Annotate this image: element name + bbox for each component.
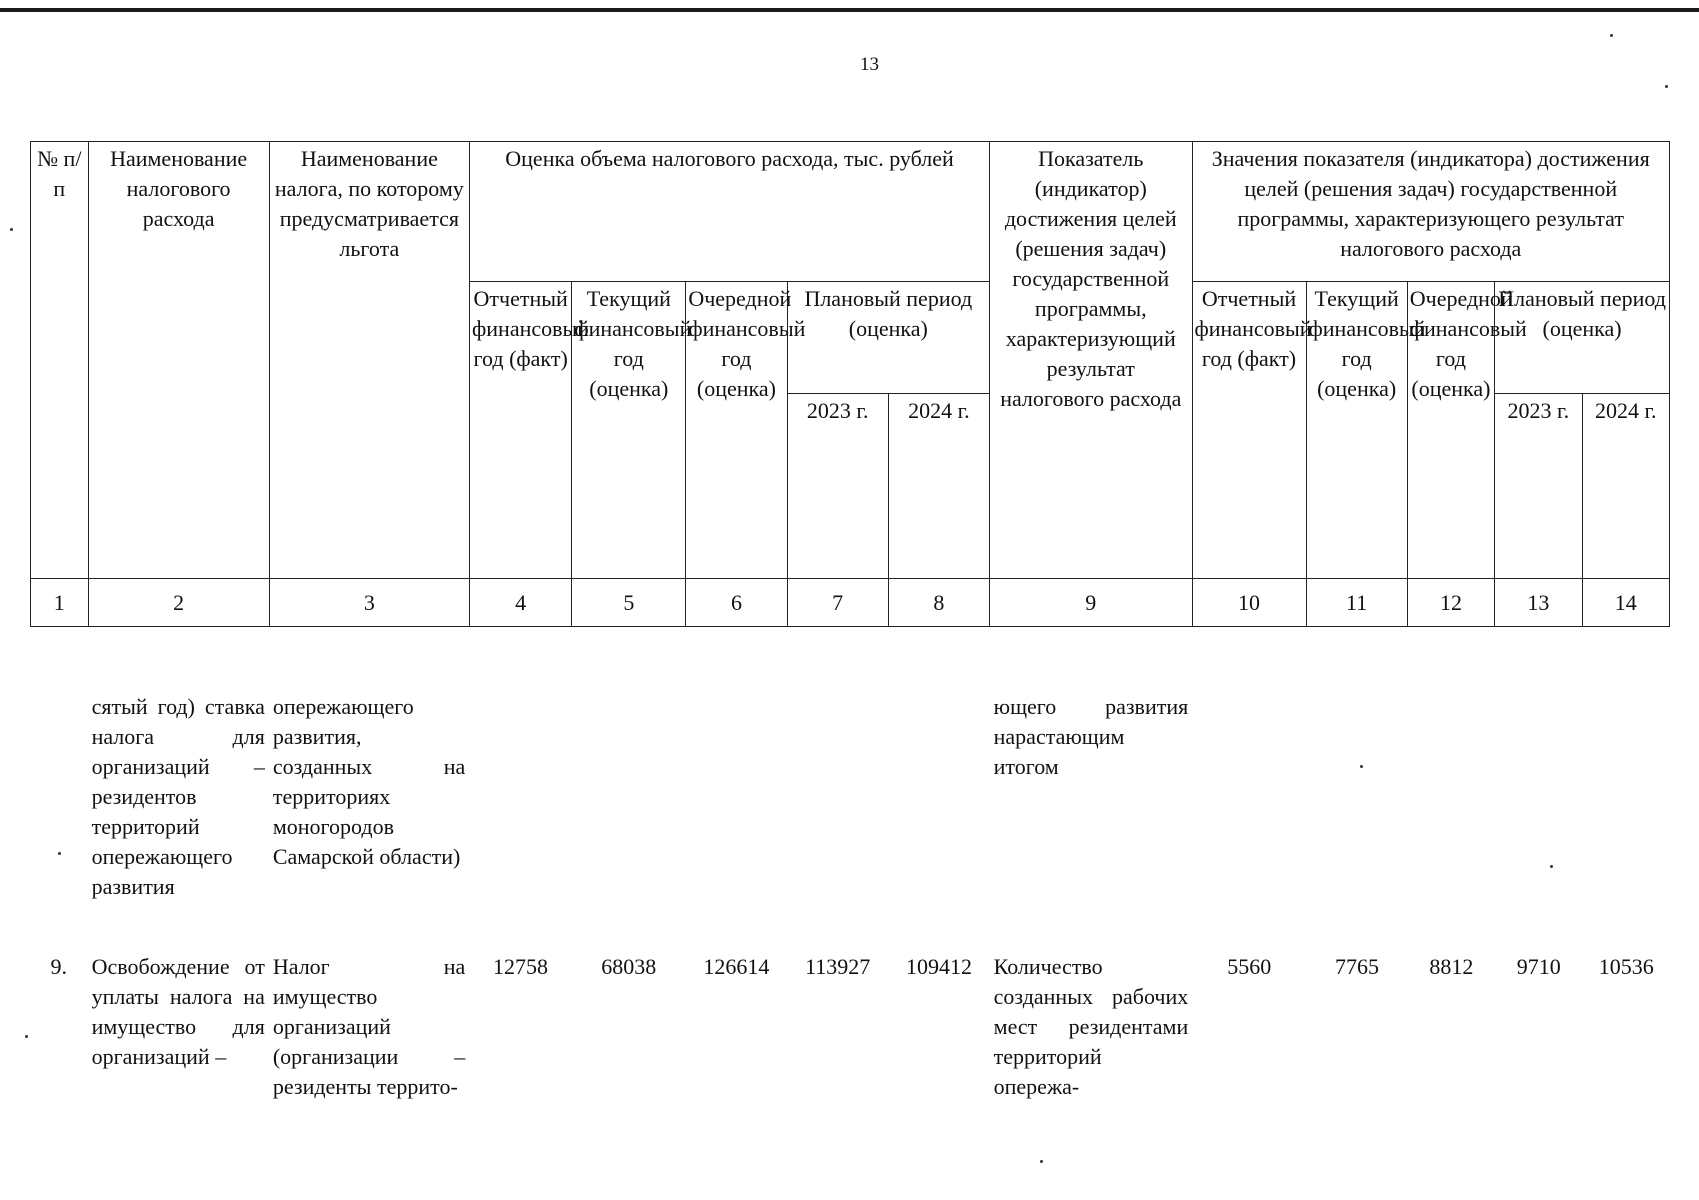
header-val-2024: 2024 г. [1582,394,1670,579]
scan-speck [10,228,13,231]
column-number: 1 [31,579,89,627]
header-est-reported: Отчетный финансовый год (факт) [470,282,572,579]
scan-speck [1665,85,1668,88]
tax-name: Налог на имущество организаций (организации – резиденты террито- [272,954,466,1099]
header-val-current: Текущий финансовый год (оценка) [1306,282,1407,579]
row-number: 9. [50,954,68,979]
header-expenditure-name: Наименование налогового расхода [88,142,269,579]
indicator-text: Количество созданных рабочих мест резидентами территорий опережа- [993,954,1189,1099]
header-val-next: Очередной финансовый год (оценка) [1407,282,1494,579]
header-est-plan-period: Плановый период (оценка) [787,282,989,394]
column-number: 6 [686,579,787,627]
header-val-2023: 2023 г. [1495,394,1582,579]
est-reported-value: 12758 [492,954,548,979]
header-est-next: Очередной финансовый год (оценка) [686,282,787,579]
column-number: 13 [1495,579,1582,627]
continued-expenditure-name: сятый год) ставка налога для организаций – резидентов территорий опережающего развития [91,694,265,899]
continued-row [30,690,1670,904]
column-number: 9 [990,579,1192,627]
column-number: 10 [1192,579,1306,627]
header-estimate-group: Оценка объема налогового расхода, тыс. рублей [470,142,990,282]
header-est-current: Текущий финансовый год (оценка) [572,282,686,579]
column-number: 2 [88,579,269,627]
scan-speck [58,852,61,855]
scan-speck [1550,865,1553,868]
est-2023-value: 113927 [805,954,871,979]
header-est-2023: 2023 г. [787,394,888,579]
continued-tax-name: опережающего развития, созданных на территориях моногородов Самарской области) [272,694,466,869]
column-number: 5 [572,579,686,627]
val-2024-value: 10536 [1598,954,1654,979]
val-current-value: 7765 [1334,954,1379,979]
est-next-value: 126614 [703,954,770,979]
column-number: 7 [787,579,888,627]
table-row-9 [30,950,1670,1104]
column-number: 4 [470,579,572,627]
table-header [30,141,1670,627]
val-next-value: 8812 [1429,954,1474,979]
scan-speck [25,1035,28,1038]
header-number: № п/п [31,142,89,579]
continued-indicator: ющего развития нарастающим итогом [993,694,1189,779]
val-reported-value: 5560 [1227,954,1272,979]
column-number: 11 [1306,579,1407,627]
header-est-2024: 2024 г. [888,394,989,579]
scan-speck [1360,765,1363,768]
header-tax-name: Наименование налога, по которому предусматривается льгота [269,142,469,579]
header-val-plan-period: Плановый период (оценка) [1495,282,1670,394]
header-values-group: Значения показателя (индикатора) достижения целей (решения задач) государственной программы, характеризующего результат налогового расхода [1192,142,1670,282]
header-indicator: Показатель (индикатор) достижения целей (решения задач) государственной программы, характеризующий результат налогового расхода [990,142,1192,579]
est-2024-value: 109412 [905,954,972,979]
expenditure-name: Освобождение от уплаты налога на имущество для организаций – [91,954,265,1069]
top-rule [0,8,1699,12]
column-number: 3 [269,579,469,627]
column-number: 8 [888,579,989,627]
val-2023-value: 9710 [1516,954,1561,979]
scan-speck [1610,34,1613,37]
column-number: 14 [1582,579,1670,627]
page-number: 13 [860,54,879,75]
scan-speck [1040,1160,1043,1163]
header-val-reported: Отчетный финансовый год (факт) [1192,282,1306,579]
column-number: 12 [1407,579,1494,627]
est-current-value: 68038 [601,954,657,979]
